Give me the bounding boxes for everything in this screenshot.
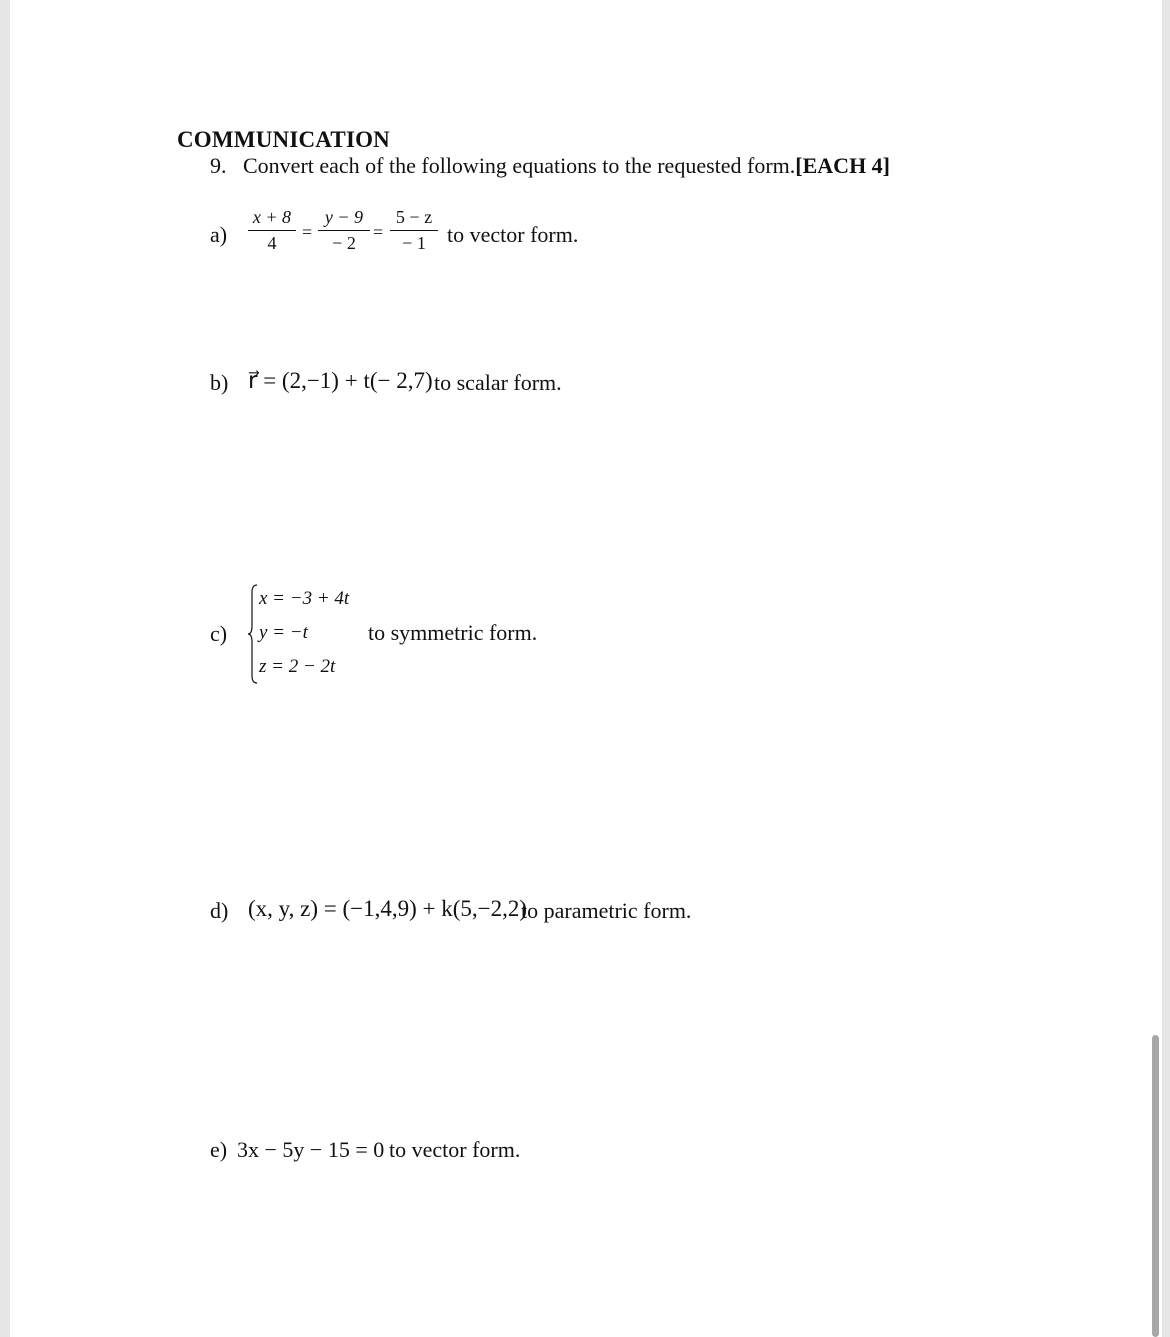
document-page bbox=[10, 0, 1162, 1337]
part-e-label: e) bbox=[210, 1137, 228, 1162]
part-a-label: a) bbox=[210, 222, 228, 247]
part-d-label: d) bbox=[210, 898, 229, 923]
part-b-equation: r⃗ = (2,−1) + t(− 2,7) bbox=[248, 368, 433, 393]
part-d-equation: (x, y, z) = (−1,4,9) + k(5,−2,2) bbox=[248, 896, 528, 921]
part-c-equation-x: x = −3 + 4t bbox=[259, 588, 350, 609]
part-b-instruction: to scalar form. bbox=[434, 370, 562, 395]
fraction-denominator: 4 bbox=[267, 233, 277, 253]
part-c-label: c) bbox=[210, 621, 228, 646]
left-brace-icon bbox=[248, 584, 258, 684]
part-c-equation-z: z = 2 − 2t bbox=[259, 656, 336, 677]
fraction-denominator: − 2 bbox=[332, 233, 356, 253]
vertical-scrollbar[interactable] bbox=[1152, 1035, 1159, 1337]
question-number: 9. bbox=[210, 153, 227, 178]
part-a-fraction-1 bbox=[248, 207, 296, 254]
equals-sign: = bbox=[373, 222, 384, 242]
part-d-instruction: to parametric form. bbox=[521, 898, 692, 923]
fraction-numerator: x + 8 bbox=[252, 207, 292, 227]
part-e-equation: 3x − 5y − 15 = 0 bbox=[237, 1137, 385, 1162]
part-c-equation-y: y = −t bbox=[259, 622, 308, 643]
part-a-fraction-2 bbox=[318, 207, 370, 254]
part-e-instruction: to vector form. bbox=[389, 1137, 521, 1162]
section-heading: COMMUNICATION bbox=[177, 127, 390, 152]
question-line bbox=[210, 153, 890, 179]
question-text: Convert each of the following equations to the requested form. bbox=[243, 153, 796, 178]
fraction-numerator: y − 9 bbox=[324, 207, 364, 227]
part-b-label: b) bbox=[210, 370, 229, 395]
part-c-instruction: to symmetric form. bbox=[368, 620, 538, 645]
part-a-fraction-3 bbox=[390, 207, 438, 254]
fraction-numerator: 5 − z bbox=[395, 207, 433, 227]
part-a-instruction: to vector form. bbox=[447, 222, 579, 247]
question-marks: [EACH 4] bbox=[795, 153, 891, 178]
equals-sign: = bbox=[302, 222, 313, 242]
fraction-denominator: − 1 bbox=[402, 233, 426, 253]
